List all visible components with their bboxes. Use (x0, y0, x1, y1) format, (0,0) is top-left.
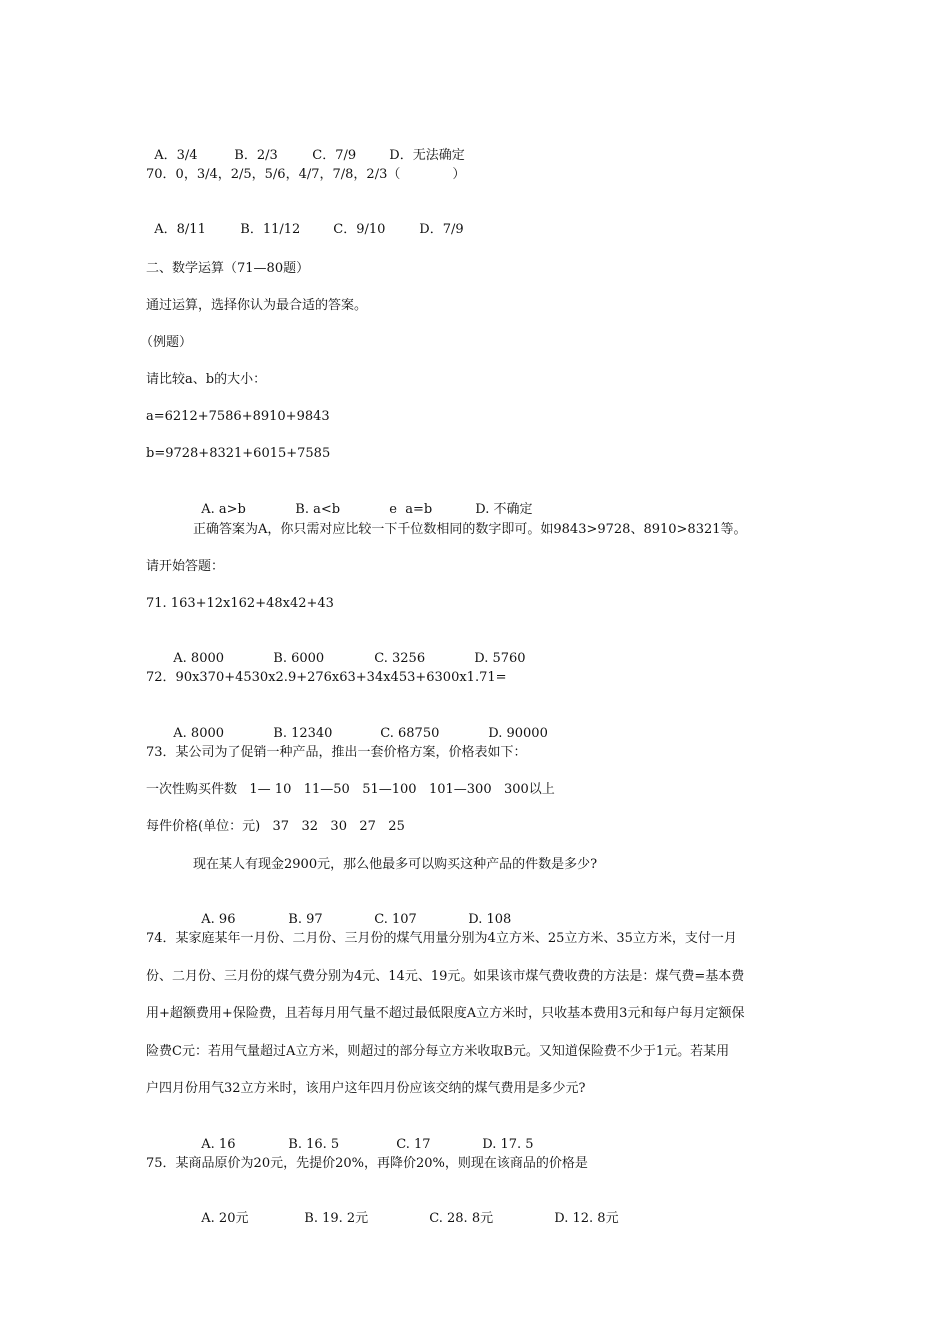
option: C. 17 (396, 1137, 431, 1152)
option: A. 20元 (201, 1211, 249, 1226)
option: D．无法确定 (389, 148, 465, 163)
q70-options (146, 203, 464, 239)
option: C．7/9 (312, 148, 357, 163)
option: e a=b (389, 502, 433, 517)
q73-stem: 73．某公司为了促销一种产品，推出一套价格方案，价格表如下： (146, 745, 527, 760)
q72-options (165, 707, 548, 743)
q71-options (165, 632, 526, 668)
q74-line: 74．某家庭某年一月份、二月份、三月份的煤气用量分别为4立方米、25立方米、35立方米，支付一月 (146, 931, 737, 946)
option: C. 28. 8元 (429, 1211, 494, 1226)
option: B. 12340 (273, 726, 333, 741)
q73-question: 现在某人有现金2900元，那么他最多可以购买这种产品的件数是多少? (193, 857, 598, 872)
option: A. a>b (201, 502, 246, 517)
option: B. a<b (295, 502, 341, 517)
option: C．9/10 (333, 222, 386, 237)
section-instruction: 通过运算，选择你认为最合适的答案。 (146, 298, 368, 313)
option: B. 6000 (273, 651, 325, 666)
option: D. 5760 (474, 651, 526, 666)
option: A．3/4 (154, 148, 198, 163)
option: A. 16 (201, 1137, 236, 1152)
price-table-row-quantity: 一次性购买件数 1— 10 11—50 51—100 101—300 300以上 (146, 782, 555, 797)
option: D. 12. 8元 (554, 1211, 619, 1226)
q70-stem: 70．0，3/4，2/5，5/6，4/7，7/8，2/3（ ） (146, 167, 466, 182)
example-stem: 请比较a、b的大小： (146, 372, 267, 387)
option: A．8/11 (154, 222, 206, 237)
q73-options (193, 893, 511, 929)
q69-options (146, 129, 465, 165)
option: D. 90000 (488, 726, 548, 741)
start-prompt: 请开始答题： (146, 559, 225, 574)
option: C. 3256 (374, 651, 426, 666)
q74-line: 份、二月份、三月份的煤气费分别为4元、14元、19元。如果该市煤气费收费的方法是：煤气费=基本费 (146, 969, 745, 984)
q74-line: 用+超额费用+保险费，且若每月用气量不超过最低限度A立方米时，只收基本费用3元和每户每月定额保 (146, 1006, 745, 1021)
option: A. 8000 (173, 651, 225, 666)
option: C. 107 (374, 912, 417, 927)
option: D. 不确定 (475, 502, 533, 517)
option: D．7/9 (419, 222, 464, 237)
option: D. 108 (468, 912, 512, 927)
option: B. 16. 5 (288, 1137, 340, 1152)
q72-stem: 72．90x370+4530x2.9+276x63+34x453+6300x1.71= (146, 670, 507, 685)
example-label: （例题） (140, 335, 193, 350)
q74-line: 险费C元：若用气量超过A立方米，则超过的部分每立方米收取B元。又知道保险费不少于1元。若某用 (146, 1044, 730, 1059)
option: A. 96 (201, 912, 236, 927)
option: A. 8000 (173, 726, 225, 741)
example-b: b=9728+8321+6015+7585 (146, 446, 331, 461)
option: B．11/12 (240, 222, 301, 237)
option: B. 19. 2元 (304, 1211, 369, 1226)
q74-line: 户四月份用气32立方米时，该用户这年四月份应该交纳的煤气费用是多少元? (146, 1081, 586, 1096)
example-answer: 正确答案为A，你只需对应比较一下千位数相同的数字即可。如9843>9728、8910>8321等。 (193, 522, 747, 537)
q74-options (193, 1118, 534, 1154)
option: C. 68750 (380, 726, 440, 741)
section-heading: 二、数学运算（71—80题） (146, 261, 310, 276)
option: B. 97 (288, 912, 323, 927)
example-options (193, 483, 533, 519)
option: D. 17. 5 (482, 1137, 534, 1152)
example-a: a=6212+7586+8910+9843 (146, 409, 330, 424)
q71-stem: 71. 163+12x162+48x42+43 (146, 596, 334, 611)
option: B．2/3 (234, 148, 278, 163)
price-table-row-price: 每件价格(单位：元) 37 32 30 27 25 (146, 819, 405, 834)
q75-stem: 75．某商品原价为20元，先提价20%，再降价20%，则现在该商品的价格是 (146, 1156, 588, 1171)
q75-options (193, 1192, 619, 1228)
